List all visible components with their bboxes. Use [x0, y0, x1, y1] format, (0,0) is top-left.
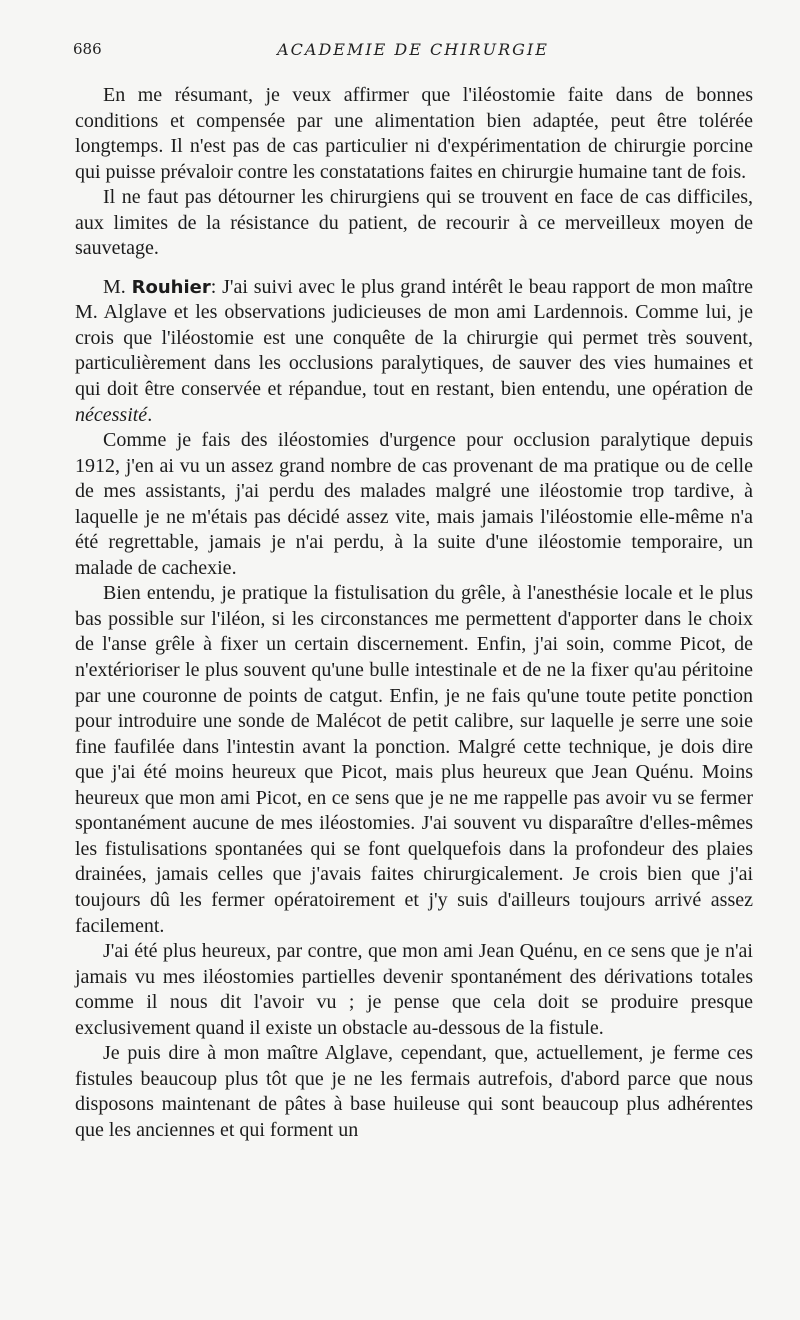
speaker-title: M.	[103, 275, 126, 298]
speaker-name: Rouhier	[131, 276, 211, 298]
paragraph-1: En me résumant, je veux affirmer que l'iléostomie faite dans de bonnes conditions et compensée par une alimentation bien adaptée, peut être tolérée longtemps. Il n'est pas de cas particulier ni d'expérimentation de chirurgie porcine qui puisse prévaloir contre les constatations faites en chirurgie humaine tant de fois.	[75, 84, 753, 183]
page-header	[73, 40, 753, 64]
page-number: 686	[73, 40, 102, 58]
paragraph-4: Comme je fais des iléostomies d'urgence pour occlusion paralytique depuis 1912, j'en ai vu un assez grand nombre de cas provenant de ma pratique ou de celle de mes assistants, j'ai perdu des malades malgré une iléostomie trop tardive, à laquelle je ne m'étais pas décidé assez vite, mais jamais l'iléostomie elle-même n'a été regrettable, jamais je n'ai perdu, à la suite d'une iléostomie temporaire, un malade de cachexie.	[75, 429, 753, 579]
paragraph-6: J'ai été plus heureux, par contre, que mon ami Jean Quénu, en ce sens que je n'ai jamais vu mes iléostomies partielles devenir spontanément des dérivations totales comme il nous dit l'avoir vu ; je pense que cela doit se produire presque exclusivement quand il existe un obstacle au-dessous de la fistule.	[75, 940, 753, 1039]
paragraph-rouhier	[75, 275, 753, 428]
paragraph-3-text: : J'ai suivi avec le plus grand intérêt le beau rapport de mon maître M. Alglave et les observations judicieuses de mon ami Lardennois. Comme lui, je crois que l'iléostomie est une conquête de la chirurgie qui permet très souvent, particulièrement dans les occlusions paralytiques, de sauver des vies humaines et qui doit être conservée et répandue, tout en restant, bien entendu, une opération de	[75, 275, 753, 401]
emphasis-necessite: nécessité	[75, 403, 148, 426]
paragraph-7: Je puis dire à mon maître Alglave, cependant, que, actuellement, je ferme ces fistules beaucoup plus tôt que je ne les fermais autrefois, d'abord parce que nous disposons maintenant de pâtes à base huileuse qui sont beaucoup plus adhérentes que les anciennes et qui forment un	[75, 1042, 753, 1141]
page-body	[75, 83, 753, 1143]
running-title: ACADEMIE DE CHIRURGIE	[277, 40, 549, 59]
paragraph-3-end: .	[147, 403, 153, 426]
paragraph-5: Bien entendu, je pratique la fistulisation du grêle, à l'anesthésie locale et le plus bas possible sur l'iléon, si les circonstances me permettent d'apporter dans le choix de l'anse grêle à fixer un certain discernement. Enfin, j'ai soin, comme Picot, de n'extérioriser le plus souvent qu'une bulle intestinale et de ne la fixer qu'au péritoine par une couronne de points de catgut. Enfin, je ne fais qu'une toute petite ponction pour introduire une sonde de Malécot de petit calibre, sur laquelle je serre une soie fine faufilée dans l'intestin avant la ponction. Malgré cette technique, je dois dire que j'ai été moins heureux que Picot, mais plus heureux que Jean Quénu. Moins heureux que mon ami Picot, en ce sens que je ne me rappelle pas avoir vu se fermer spontanément aucune de mes iléostomies. J'ai souvent vu disparaître d'elles-mêmes les fistulisations spontanées qui se font quelquefois dans la profondeur des plaies drainées, jamais celles que j'avais faites chirurgicalement. Je crois bien que j'ai toujours dû les fermer opératoirement et j'y suis d'ailleurs toujours arrivé assez facilement.	[75, 582, 753, 937]
paragraph-2: Il ne faut pas détourner les chirurgiens qui se trouvent en face de cas difficiles, aux limites de la résistance du patient, de recourir à ce merveilleux moyen de sauvetage.	[75, 186, 753, 260]
